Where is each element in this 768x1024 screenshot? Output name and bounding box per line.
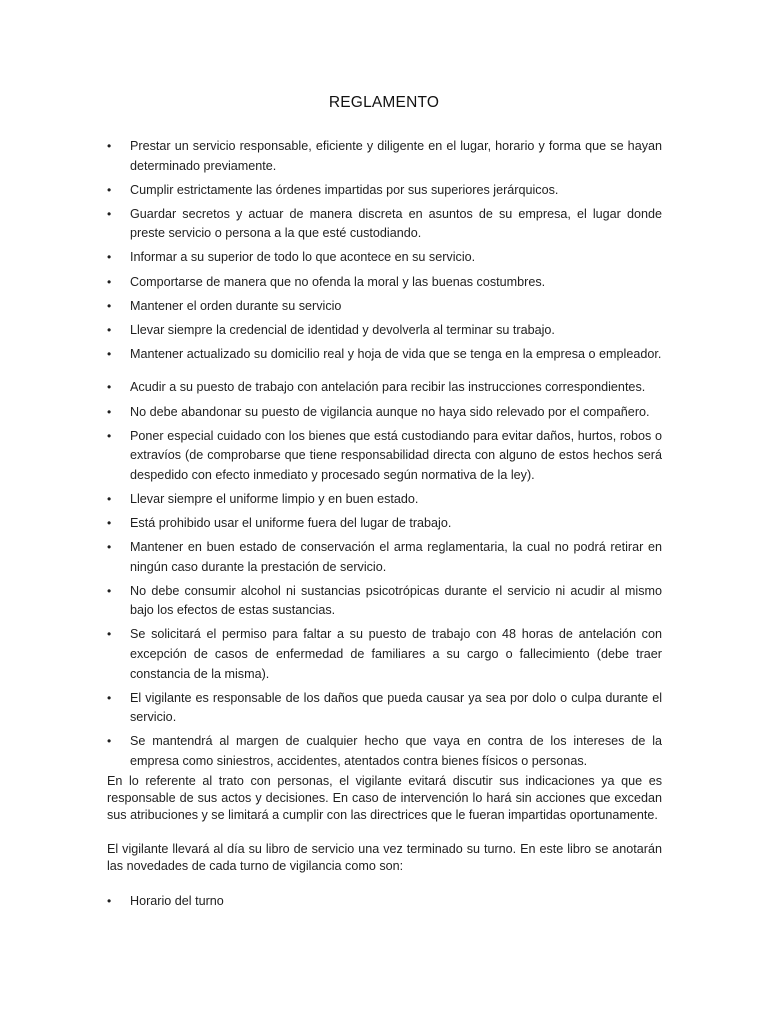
list-item bbox=[107, 297, 662, 317]
list-item bbox=[107, 427, 662, 486]
list-item bbox=[107, 625, 662, 684]
list-item-text: Acudir a su puesto de trabajo con antelación para recibir las instrucciones correspondientes. bbox=[130, 380, 646, 395]
list-item-text: Se mantendrá al margen de cualquier hecho que vaya en contra de los intereses de la empresa como siniestros, accidentes, atentados contra bienes físicos o personas. bbox=[130, 734, 662, 769]
list-item-text: Poner especial cuidado con los bienes que está custodiando para evitar daños, hurtos, robos o extravíos (de comprobarse que tiene responsabilidad directa con alguno de estos hechos será despedido con efecto inmediato y procesado según normativa de la ley). bbox=[130, 428, 662, 482]
list-item-text: Mantener el orden durante su servicio bbox=[130, 298, 342, 313]
bullet-icon: • bbox=[107, 428, 112, 443]
bullet-icon: • bbox=[107, 182, 112, 197]
bullet-icon: • bbox=[107, 734, 112, 749]
list-item-text: Llevar siempre el uniforme limpio y en buen estado. bbox=[130, 491, 419, 506]
rules-list-2 bbox=[107, 378, 662, 771]
bullet-icon: • bbox=[107, 690, 112, 705]
list-item-text: Comportarse de manera que no ofenda la moral y las buenas costumbres. bbox=[130, 274, 546, 289]
list-item-text: Llevar siempre la credencial de identidad y devolverla al terminar su trabajo. bbox=[130, 322, 555, 337]
list-item-text: Mantener actualizado su domicilio real y hoja de vida que se tenga en la empresa o empleador. bbox=[130, 346, 662, 361]
bullet-icon: • bbox=[107, 894, 112, 909]
bullet-icon: • bbox=[107, 139, 112, 153]
bullet-icon: • bbox=[107, 540, 112, 555]
list-item-text: Guardar secretos y actuar de manera discreta en asuntos de su empresa, el lugar donde preste servicio o persona a la que esté custodiando. bbox=[130, 206, 662, 241]
list-item-text: El vigilante es responsable de los daños que pueda causar ya sea por dolo o culpa durante el servicio. bbox=[130, 690, 662, 725]
list-item-text: No debe abandonar su puesto de vigilancia aunque no haya sido relevado por el compañero. bbox=[130, 404, 650, 419]
bullet-icon: • bbox=[107, 322, 112, 337]
list-item-text: Se solicitará el permiso para faltar a su puesto de trabajo con 48 horas de antelación con excepción de casos de enfermedad de familiares a su cargo o fallecimiento (debe traer constancia de la misma). bbox=[130, 627, 662, 681]
list-item bbox=[107, 403, 662, 423]
list-item bbox=[107, 205, 662, 244]
list-item-text: Está prohibido usar el uniforme fuera del lugar de trabajo. bbox=[130, 516, 452, 530]
rules-list-3 bbox=[107, 892, 662, 912]
list-item bbox=[107, 345, 662, 365]
list-item-text: Informar a su superior de todo lo que acontece en su servicio. bbox=[130, 250, 476, 265]
rules-list-1 bbox=[107, 137, 662, 364]
list-item-text: Cumplir estrictamente las órdenes impartidas por sus superiores jerárquicos. bbox=[130, 182, 559, 197]
list-item bbox=[107, 137, 662, 176]
list-item bbox=[107, 248, 662, 268]
bullet-icon: • bbox=[107, 298, 112, 313]
bullet-icon: • bbox=[107, 346, 112, 361]
list-item bbox=[107, 378, 662, 398]
bullet-icon: • bbox=[107, 404, 112, 419]
bullet-icon: • bbox=[107, 491, 112, 506]
document-body bbox=[107, 137, 662, 916]
bullet-icon: • bbox=[107, 627, 112, 642]
list-item bbox=[107, 732, 662, 771]
bullet-icon: • bbox=[107, 380, 112, 395]
bullet-icon: • bbox=[107, 516, 112, 530]
list-item-text: Horario del turno bbox=[130, 894, 224, 909]
bullet-icon: • bbox=[107, 206, 112, 221]
bullet-icon: • bbox=[107, 274, 112, 289]
bullet-icon: • bbox=[107, 250, 112, 265]
list-item bbox=[107, 181, 662, 201]
list-item-text: No debe consumir alcohol ni sustancias psicotrópicas durante el servicio ni acudir al mismo bajo los efectos de estas sustancias. bbox=[130, 583, 662, 618]
paragraph-treatment: En lo referente al trato con personas, el vigilante evitará discutir sus indicaciones ya que es responsable de sus actos y decisiones. En caso de intervención lo hará sin acciones que excedan sus atribuciones y se limitará a cumplir con las directrices que le fueran impartidas oportunamente. bbox=[107, 774, 662, 823]
list-item bbox=[107, 689, 662, 728]
paragraph-service-book: El vigilante llevará al día su libro de servicio una vez terminado su turno. En este libro se anotarán las novedades de cada turno de vigilancia como son: bbox=[107, 842, 662, 874]
list-item-text: Mantener en buen estado de conservación el arma reglamentaria, la cual no podrá retirar en ningún caso durante la prestación de servicio. bbox=[130, 540, 662, 574]
list-item bbox=[107, 321, 662, 341]
list-item bbox=[107, 514, 662, 534]
list-item bbox=[107, 273, 662, 293]
list-item bbox=[107, 538, 662, 577]
bullet-icon: • bbox=[107, 583, 112, 598]
list-item bbox=[107, 490, 662, 510]
list-item bbox=[107, 582, 662, 621]
list-item bbox=[107, 892, 662, 912]
list-item-text: Prestar un servicio responsable, eficiente y diligente en el lugar, horario y forma que se hayan determinado previamente. bbox=[130, 139, 662, 173]
document-title: REGLAMENTO bbox=[328, 94, 440, 111]
